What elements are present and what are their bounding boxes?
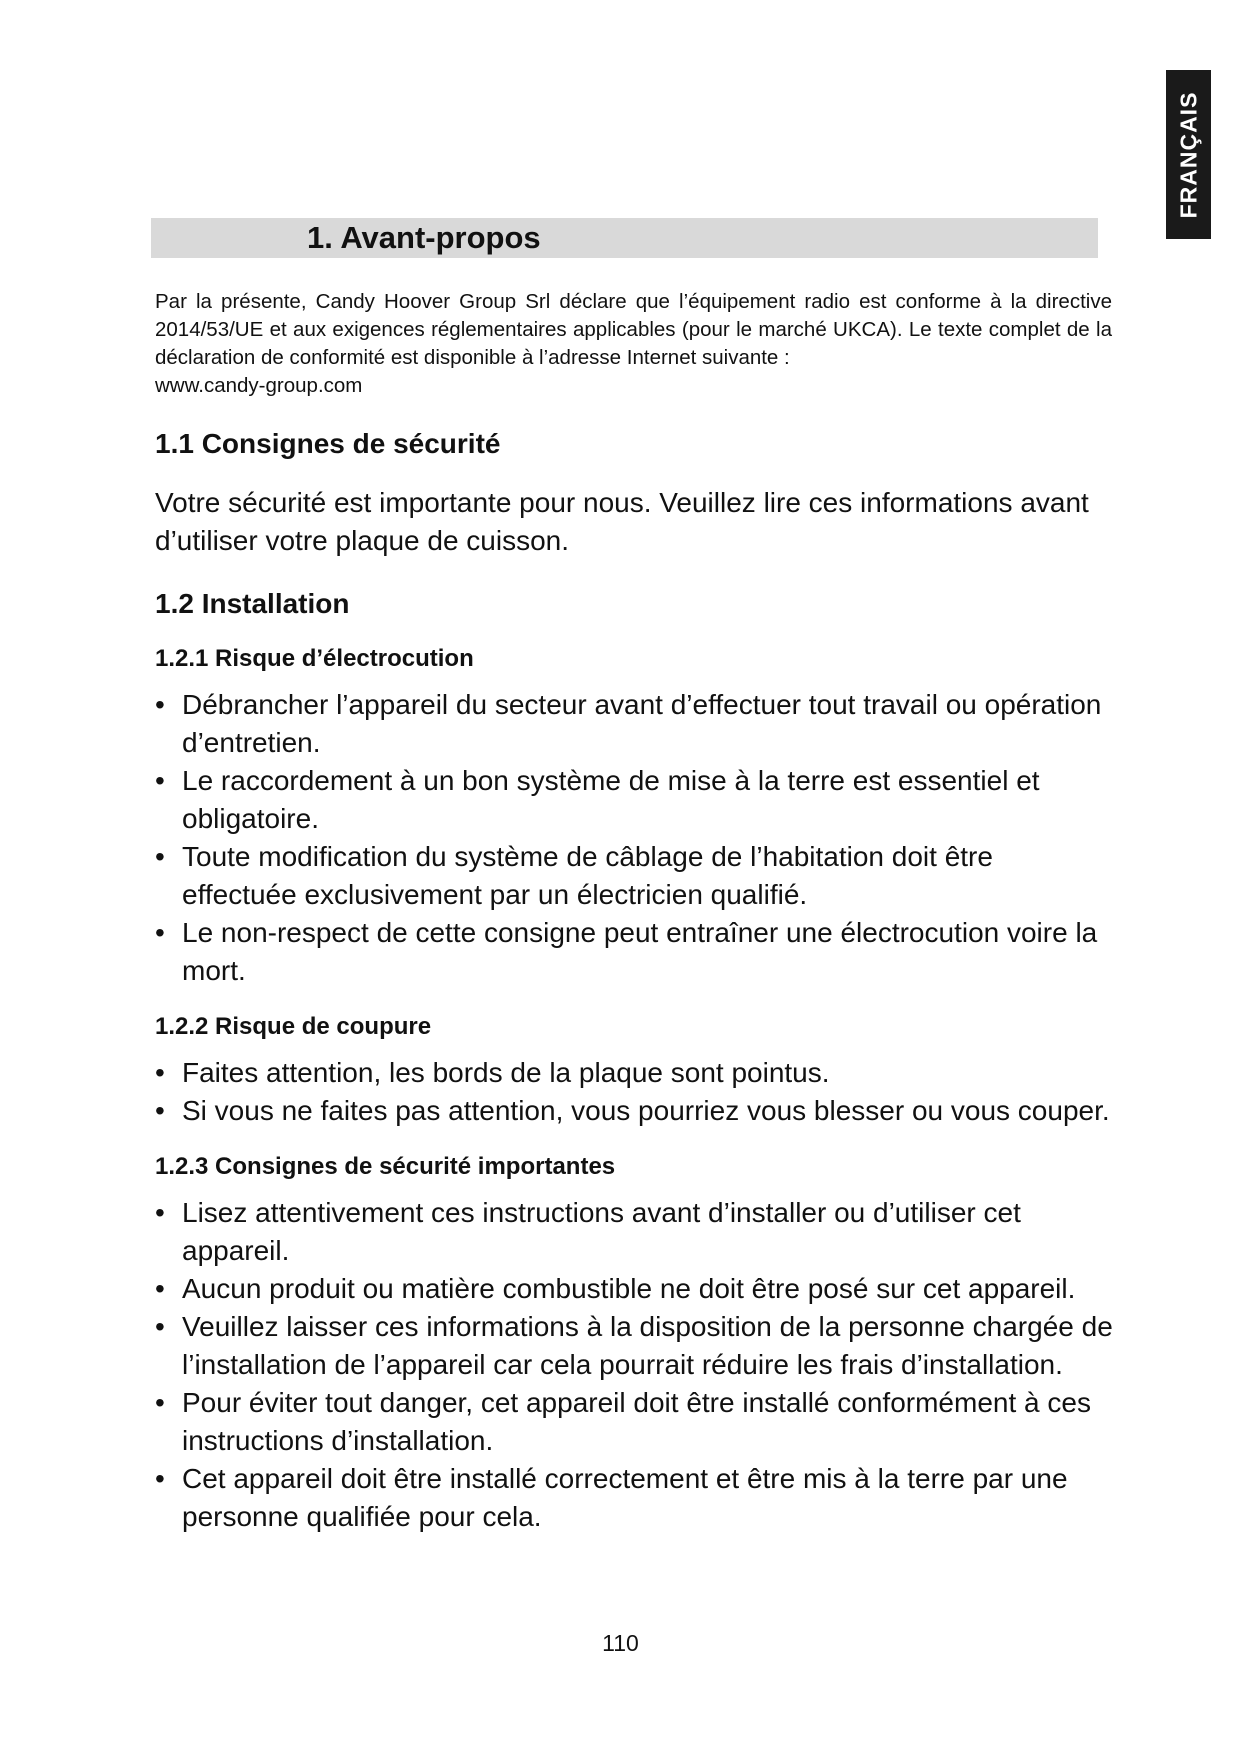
bullet-icon: • <box>155 1197 165 1228</box>
installation-heading: 1.2 Installation <box>155 588 350 619</box>
important-list <box>155 1194 1115 1536</box>
list-item-text: Si vous ne faites pas attention, vous pourriez vous blesser ou vous couper. <box>182 1095 1110 1126</box>
bullet-icon: • <box>155 1463 165 1494</box>
list-item <box>155 1460 1115 1536</box>
list-item-text: Le raccordement à un bon système de mise à la terre est essentiel et obligatoire. <box>182 765 1040 834</box>
bullet-icon: • <box>155 765 165 796</box>
bullet-icon: • <box>155 1095 165 1126</box>
list-item <box>155 1054 1115 1092</box>
list-item <box>155 686 1115 762</box>
list-item <box>155 762 1115 838</box>
cut-list <box>155 1054 1115 1130</box>
section-title: 1. Avant-propos <box>307 220 541 255</box>
list-item-text: Lisez attentivement ces instructions avant d’installer ou d’utiliser cet appareil. <box>182 1197 1021 1266</box>
bullet-icon: • <box>155 1311 165 1342</box>
bullet-icon: • <box>155 841 165 872</box>
list-item <box>155 1092 1115 1130</box>
language-tab <box>1166 70 1211 239</box>
list-item-text: Aucun produit ou matière combustible ne doit être posé sur cet appareil. <box>182 1273 1076 1304</box>
language-tab-label: FRANÇAIS <box>1175 91 1201 218</box>
section-header-bar <box>151 218 1098 258</box>
list-item <box>155 1384 1115 1460</box>
electrocution-heading: 1.2.1 Risque d’électrocution <box>155 645 474 672</box>
safety-heading: 1.1 Consignes de sécurité <box>155 428 501 459</box>
list-item-text: Toute modification du système de câblage de l’habitation doit être effectuée exclusivement par un électricien qualifié. <box>182 841 993 910</box>
list-item-text: Cet appareil doit être installé correctement et être mis à la terre par une personne qualifiée pour cela. <box>182 1463 1068 1532</box>
declaration-url: www.candy-group.com <box>155 374 363 397</box>
list-item-text: Veuillez laisser ces informations à la disposition de la personne chargée de l’installation de l’appareil car cela pourrait réduire les frais d’installation. <box>182 1311 1113 1380</box>
list-item-text: Débrancher l’appareil du secteur avant d’effectuer tout travail ou opération d’entretien. <box>182 689 1102 758</box>
page-number: 110 <box>602 1630 639 1656</box>
list-item <box>155 838 1115 914</box>
electrocution-list <box>155 686 1115 990</box>
cut-heading: 1.2.2 Risque de coupure <box>155 1013 432 1040</box>
safety-lead: Votre sécurité est importante pour nous. Veuillez lire ces informations avant d’utiliser votre plaque de cuisson. <box>155 487 1089 556</box>
list-item-text: Pour éviter tout danger, cet appareil doit être installé conformément à ces instructions d’installation. <box>182 1387 1091 1456</box>
list-item-text: Le non-respect de cette consigne peut entraîner une électrocution voire la mort. <box>182 917 1098 986</box>
list-item-text: Faites attention, les bords de la plaque sont pointus. <box>182 1057 830 1088</box>
bullet-icon: • <box>155 1273 165 1304</box>
bullet-icon: • <box>155 689 165 720</box>
list-item <box>155 914 1115 990</box>
bullet-icon: • <box>155 1387 165 1418</box>
list-item <box>155 1270 1115 1308</box>
bullet-icon: • <box>155 1057 165 1088</box>
bullet-icon: • <box>155 917 165 948</box>
important-heading: 1.2.3 Consignes de sécurité importantes <box>155 1153 616 1180</box>
list-item <box>155 1308 1115 1384</box>
page-content <box>155 288 1115 1536</box>
intro-paragraph: Par la présente, Candy Hoover Group Srl déclare que l’équipement radio est conforme à la directive 2014/53/UE et aux exigences réglementaires applicables (pour le marché UKCA). Le texte complet de la déclaration de conformité est disponible à l’adresse Internet suivante : <box>155 290 1112 369</box>
list-item <box>155 1194 1115 1270</box>
